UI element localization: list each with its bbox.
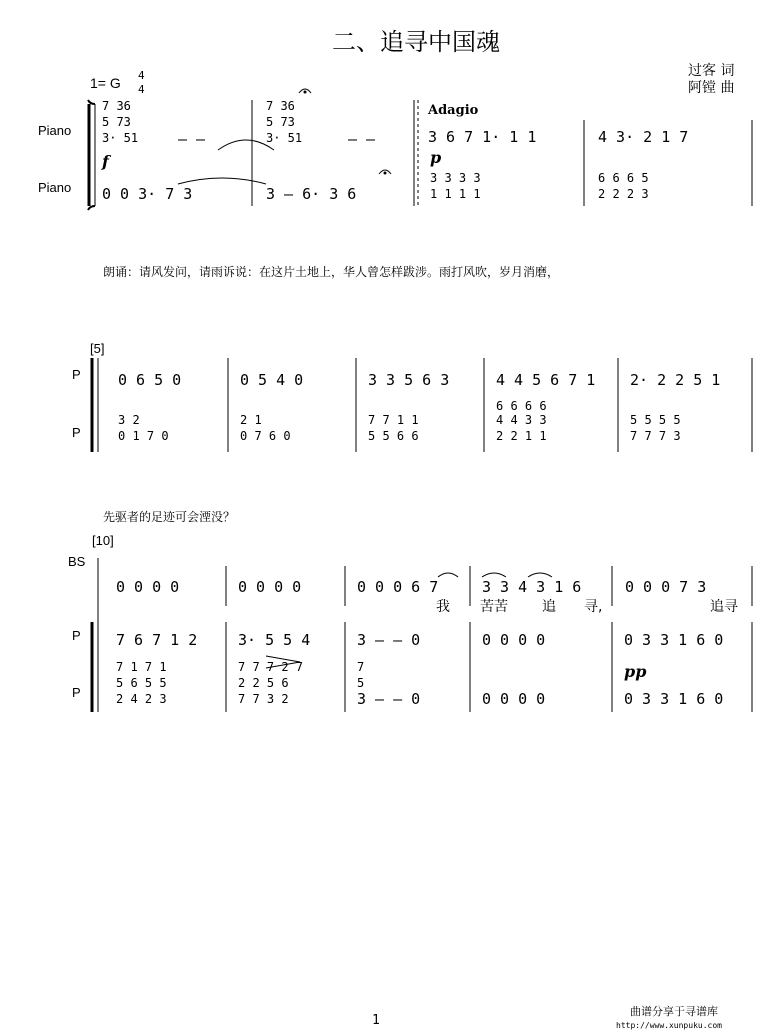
note-group: 0 0 0 0 xyxy=(116,578,180,596)
chord-top: 7 1 7 1 xyxy=(116,660,167,674)
chord-top: 7 xyxy=(357,660,365,674)
lyric-word: 追 xyxy=(542,599,556,615)
note-group: 0 0 0 7 3 xyxy=(625,578,707,596)
chord-bottom: 0 7 6 0 xyxy=(240,429,291,443)
note-group: 0 0 0 0 xyxy=(482,631,546,649)
note-group: 0 6 5 0 xyxy=(118,371,182,389)
note-group: 3 3 5 6 3 xyxy=(368,371,450,389)
note-group: 0 3 3 1 6 0 xyxy=(624,690,724,708)
chord-mid: 5 5 5 5 xyxy=(630,413,681,427)
composer-credit: 阿镗 曲 xyxy=(688,80,735,96)
page-title: 二、追寻中国魂 xyxy=(332,28,500,56)
measure-number: [10] xyxy=(92,533,114,548)
note-group: 0 3 3 1 6 0 xyxy=(624,631,724,649)
chord-bottom: 2 2 1 1 xyxy=(496,429,547,443)
chord-note: 5 73 xyxy=(266,115,295,129)
chord-top: 7 7 1 1 xyxy=(368,413,419,427)
note-group: 4 4 5 6 7 1 xyxy=(496,371,596,389)
chord-bottom: 0 1 7 0 xyxy=(118,429,169,443)
chord-top: 7 7 7 2 7 xyxy=(238,660,304,674)
note-group: 0 0 0 0 xyxy=(238,578,302,596)
lyricist-credit: 过客 词 xyxy=(688,63,735,79)
staff-label-piano-lower: Piano xyxy=(38,180,72,195)
chord-note: 7 36 xyxy=(102,99,131,113)
staff-label-p-upper: P xyxy=(72,628,81,643)
chord-bottom: 5 5 6 6 xyxy=(368,429,419,443)
narration-text: 先驱者的足迹可会湮没？ xyxy=(103,510,236,524)
chord-mid: 5 xyxy=(357,676,365,690)
time-signature-bottom: 4 xyxy=(138,83,145,96)
lyric-word: 我 xyxy=(436,599,450,615)
note-group: 7 6 7 1 2 xyxy=(116,631,198,649)
chord-bottom: 2 2 2 3 xyxy=(598,187,649,201)
note-group: 3 — — 0 xyxy=(357,690,421,708)
lyric-word: 寻, xyxy=(584,599,603,615)
note-group: 0 5 4 0 xyxy=(240,371,304,389)
chord-top: 3 3 3 3 xyxy=(430,171,481,185)
chord-bottom: 1 1 1 1 xyxy=(430,187,481,201)
note-group: 3· 5 5 4 xyxy=(238,631,311,649)
note-group: 3 — 6· 3 6 xyxy=(266,185,357,203)
dynamic-piano: p xyxy=(430,148,442,167)
staff-label-bs: BS xyxy=(68,554,86,569)
key-signature: 1= G xyxy=(90,75,121,91)
chord-mid: 4 4 3 3 xyxy=(496,413,547,427)
chord-top: 3 2 xyxy=(118,413,140,427)
note-group: 0 0 3· 7 3 xyxy=(102,185,193,203)
note-group: 4 3· 2 1 7 xyxy=(598,128,689,146)
tempo-marking: Adagio xyxy=(428,103,479,118)
note-group: 2· 2 2 5 1 xyxy=(630,371,721,389)
dynamic-pianissimo: pp xyxy=(624,662,647,681)
chord-note: 3· 51 xyxy=(266,131,303,145)
chord-mid: 5 6 5 5 xyxy=(116,676,167,690)
narration-text: 朗诵：请风发问，请雨诉说：在这片土地上，华人曾怎样跋涉。雨打风吹，岁月消磨， xyxy=(103,265,560,279)
lyric-word: 苦苦 xyxy=(480,599,508,615)
staff-label-p-upper: P xyxy=(72,367,81,382)
lyric-word: 追寻 xyxy=(710,599,738,615)
staff-label-piano-upper: Piano xyxy=(38,123,72,138)
footer-url: http://www.xunpuku.com xyxy=(616,1021,722,1030)
chord-note: 3· 51 xyxy=(102,131,139,145)
rest-dash: — — xyxy=(178,130,206,148)
chord-top: 6 6 6 5 xyxy=(598,171,649,185)
chord-bottom: 7 7 7 3 xyxy=(630,429,681,443)
chord-bottom: 2 4 2 3 xyxy=(116,692,167,706)
chord-note: 7 36 xyxy=(266,99,295,113)
footer-source: 曲谱分享于寻谱库 xyxy=(630,1005,718,1018)
chord-top: 6 6 6 6 xyxy=(496,399,547,413)
staff-label-p-lower: P xyxy=(72,425,81,440)
rest-dash: — — xyxy=(348,130,376,148)
note-group: 0 0 0 0 xyxy=(482,690,546,708)
dynamic-forte: f xyxy=(102,152,109,171)
chord-top: 2 1 xyxy=(240,413,262,427)
note-group: 3 6 7 1· 1 1 xyxy=(428,128,537,146)
chord-note: 5 73 xyxy=(102,115,131,129)
note-group: 3 3 4 3 1 6 xyxy=(482,578,582,596)
note-group: 3 — — 0 xyxy=(357,631,421,649)
note-group: 0 0 0 6 7 xyxy=(357,578,439,596)
page-number: 1 xyxy=(372,1013,380,1028)
staff-label-p-lower: P xyxy=(72,685,81,700)
measure-number: [5] xyxy=(90,341,105,356)
chord-bottom: 7 7 3 2 xyxy=(238,692,289,706)
chord-mid: 2 2 5 6 xyxy=(238,676,289,690)
time-signature-top: 4 xyxy=(138,69,145,82)
